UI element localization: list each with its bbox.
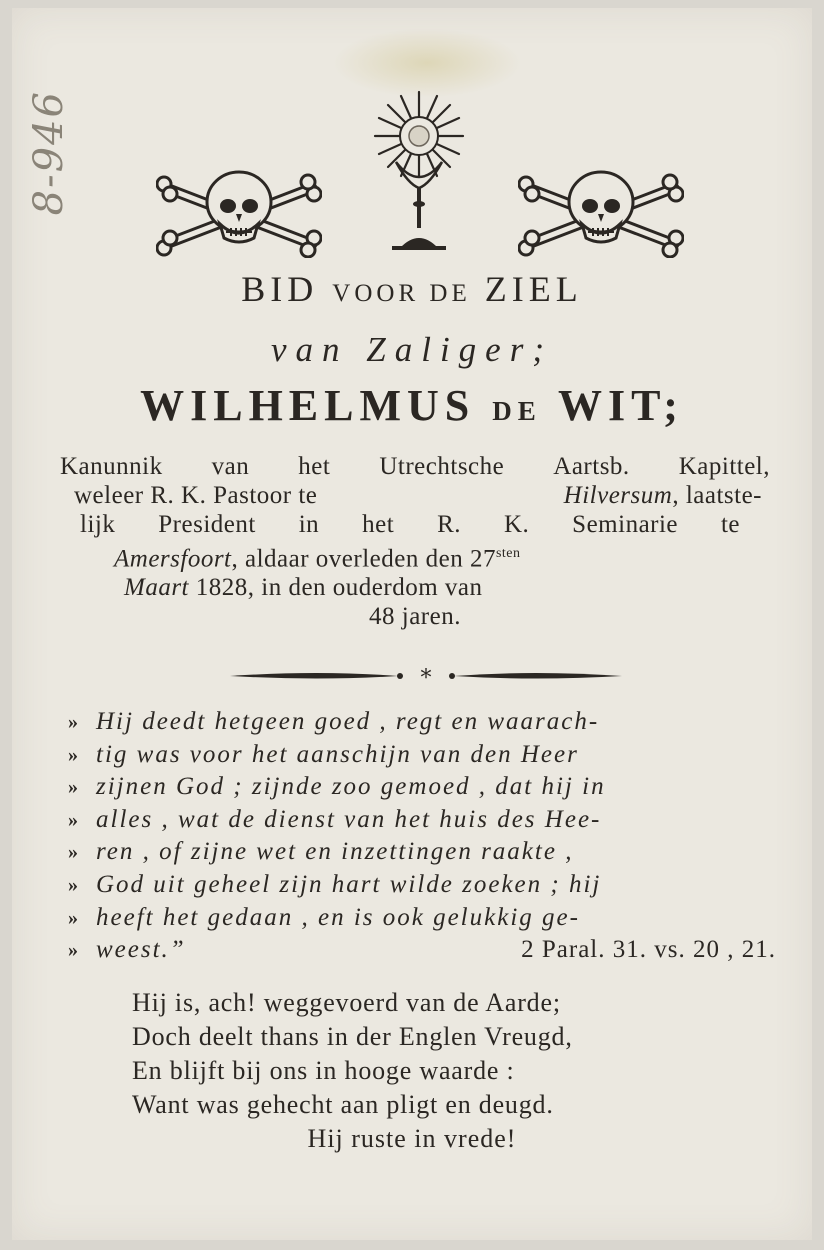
bio-line-1: Kanunnik van het Utrechtsche Aartsb. Kapittel, xyxy=(60,453,770,480)
closing-blessing: Hij ruste in vrede! xyxy=(307,1124,517,1153)
heading-voor-de: VOOR DE xyxy=(332,280,471,307)
quote-line: » zijnen God ; zijnde zoo gemoed , dat hij in xyxy=(68,773,606,801)
bio-line-3: lijk President in het R. K. Seminarie te xyxy=(80,511,740,538)
skull-crossbones-right-icon xyxy=(518,166,684,258)
biography xyxy=(60,452,770,631)
name-first: WILHELMUS xyxy=(140,381,476,430)
subheading: van Zaliger; xyxy=(270,330,553,369)
monstrance-chalice-icon xyxy=(360,88,478,252)
heading-bid-voor-de-ziel xyxy=(0,268,824,310)
heading-ziel: ZIEL xyxy=(484,269,583,309)
poem-line: En blijft bij ons in hooge waarde : xyxy=(132,1056,515,1085)
quote-line: » tig was voor het aanschijn van den Heer xyxy=(68,740,579,768)
bio-line-2: weleer R. K. Pastoor te Hilversum, laatste- xyxy=(74,482,762,509)
name-particle: DE xyxy=(492,396,542,426)
place-amersfoort: Amersfoort xyxy=(114,545,232,573)
quote-line: » God uit geheel zijn hart wilde zoeken ; hij xyxy=(68,870,602,898)
place-hilversum: Hilversum xyxy=(563,482,673,509)
poem-line: Doch deelt thans in der Englen Vreugd, xyxy=(132,1022,573,1051)
ornamental-divider xyxy=(228,664,624,688)
heading-bid: BID xyxy=(241,269,319,309)
quote-line: » alles , wat de dienst van het huis des Hee- xyxy=(68,805,602,833)
quote-line: » heeft het gedaan , en is ook gelukkig ge- xyxy=(68,903,580,931)
poem-line: Hij is, ach! weggevoerd van de Aarde; xyxy=(132,988,561,1017)
month-maart: Maart xyxy=(124,574,189,602)
bio-line-4: Amersfoort, aldaar overleden den $27^{sten}$ xyxy=(114,545,521,573)
deceased-name xyxy=(0,380,824,431)
skull-crossbones-left-icon xyxy=(156,166,322,258)
scripture-quote xyxy=(68,706,776,967)
handwritten-inventory-number: 8-946 xyxy=(26,90,72,216)
memorial-poem xyxy=(132,986,573,1122)
quote-line: » ren , of zijne wet en inzettingen raakte , xyxy=(68,838,574,866)
name-last: WIT; xyxy=(558,381,684,430)
bio-line-6: 48 jaren. xyxy=(369,603,461,631)
quote-line: » Hij deedt hetgeen goed , regt en waarach- xyxy=(68,708,600,735)
quote-line: » weest.” 2 Paral. 31. vs. 20 , 21. xyxy=(96,934,776,967)
scripture-reference: 2 Paral. 31. vs. 20 , 21. xyxy=(521,936,776,964)
bio-line-5: Maart 1828, in den ouderdom van xyxy=(124,574,483,602)
poem-line: Want was gehecht aan pligt en deugd. xyxy=(132,1090,554,1119)
divider-star: * xyxy=(420,666,432,688)
